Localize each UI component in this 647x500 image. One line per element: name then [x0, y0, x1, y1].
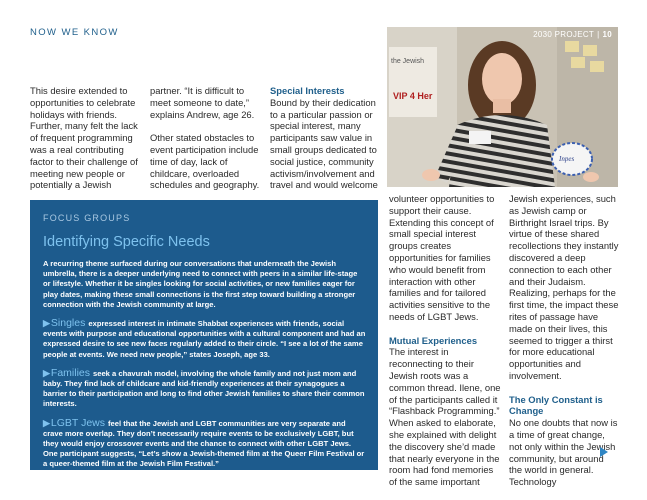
- text-column-1: [30, 85, 138, 203]
- column-3-paragraph: Bound by their dedication to a particular passion or special interest, many participants saw value in small groups dedicated to social justice, community activism/involvement and travel and would welcome: [270, 96, 378, 191]
- focus-item-singles: [43, 318, 366, 360]
- sign-text-1: VIP 4 Her: [393, 91, 433, 101]
- section-label: NOW WE KNOW: [30, 27, 119, 38]
- focus-item-text: feel that the Jewish and LGBT communities are very separate and crave more overlap. They don’t necessarily require events to be exclusively LGBT, but they would enjoy crossover events and the chance to connect with other LGBT Jews. One participant suggests, “Let’s show a Jewish-themed film at the Queer Film Festival or a queer-themed film at the Jewish Film Festival.”: [43, 418, 365, 469]
- column-2-paragraph-1: partner. “It is difficult to meet someone to date,” explains Andrew, age 26.: [150, 85, 255, 120]
- focus-item-keyword: Singles: [50, 317, 86, 330]
- focus-groups-title: Identifying Specific Needs: [43, 234, 210, 250]
- column-1-paragraph: This desire extended to opportunities to celebrate holidays with friends. Further, many felt the lack of frequent programming was a real contributing factor to their challenge of meeting new people or potentially a Jewish: [30, 85, 138, 191]
- column-2-paragraph-2: Other stated obstacles to event participation include time of day, lack of childcare, overloaded schedules and geography.: [150, 132, 260, 191]
- only-constant-heading: The Only Constant is Change: [509, 393, 603, 417]
- special-interests-heading: Special Interests: [270, 85, 345, 96]
- triangle-bullet-icon: ▶: [43, 318, 50, 329]
- focus-groups-label: FOCUS GROUPS: [43, 213, 131, 223]
- plate-text: Inpes: [559, 155, 575, 163]
- column-4-paragraph-2: The interest in reconnecting to their Jewish roots was a common thread. Ilene, one of the participants called it “Flashback Programming.” When asked to elaborate, she explained with delight the discovery she’d made that nearly everyone in the room had fond memories of the same important: [389, 346, 501, 488]
- focus-item-lgbt-jews: [43, 418, 366, 470]
- text-column-2: [150, 85, 260, 203]
- publication-name: 2030 PROJECT: [533, 30, 595, 39]
- focus-item-text: expressed interest in intimate Shabbat experiences with friends, social events with purpose and educational opportunities with a cultural component and had an expressed desire to see new faces regularly added to their circle. “I see a lot of the same people at events. We need new people,” states Joseph, age 33.: [43, 319, 366, 359]
- triangle-bullet-icon: ▶: [43, 417, 50, 428]
- focus-item-keyword: Families: [50, 366, 91, 379]
- presenter-photo: [387, 27, 618, 187]
- page-header: [533, 30, 612, 39]
- mutual-experiences-heading: Mutual Experiences: [389, 334, 478, 346]
- page-number: 10: [602, 30, 612, 39]
- focus-item-families: [43, 368, 366, 410]
- text-column-3: [270, 85, 378, 203]
- focus-item-keyword: LGBT Jews: [50, 416, 105, 429]
- column-5-paragraph-1: Jewish experiences, such as Jewish camp or Birthright Israel trips. By virtue of these shared recollections they instantly discovered a deep connection to each other and their Judaism. Realizing, perhaps for the first time, the impact these rites of passage have made on their lives, this seemed to trigger a thirst for more educational opportunities and involvement.: [509, 193, 619, 381]
- focus-item-text: seek a chavurah model, involving the whole family and not just mom and baby. They find lack of childcare and kid-friendly experiences at their synagogues a barrier to their participation and long to find other Jewish families to share their common interests.: [43, 368, 365, 409]
- triangle-bullet-icon: ▶: [43, 367, 50, 378]
- photo-illustration: [387, 27, 618, 187]
- header-separator: |: [597, 30, 600, 39]
- focus-groups-box: [30, 200, 378, 470]
- focus-groups-intro: A recurring theme surfaced during our conversations that underneath the Jewish umbrella, there is a deeper underlying need to connect with peers in a similar life-stage or lifestyle. Whether it be singles looking for social activities, or new families eager for play dates, making these small connections is the first step toward building a stronger connection with the Jewish community at large.: [43, 259, 358, 309]
- column-4-paragraph-1: volunteer opportunities to support their cause. Extending this concept of small special interest groups creates opportunities for families who would benefit from interaction with other families and for tailored activities sensitive to the needs of LGBT Jews.: [389, 193, 495, 322]
- next-page-arrow-icon[interactable]: [600, 447, 608, 457]
- text-column-4: [389, 193, 501, 500]
- sign-text-2: the Jewish: [391, 58, 425, 65]
- column-5-paragraph-2: No one doubts that now is a time of great change, not only within the Jewish community, but around the world in general. Technology: [509, 417, 618, 488]
